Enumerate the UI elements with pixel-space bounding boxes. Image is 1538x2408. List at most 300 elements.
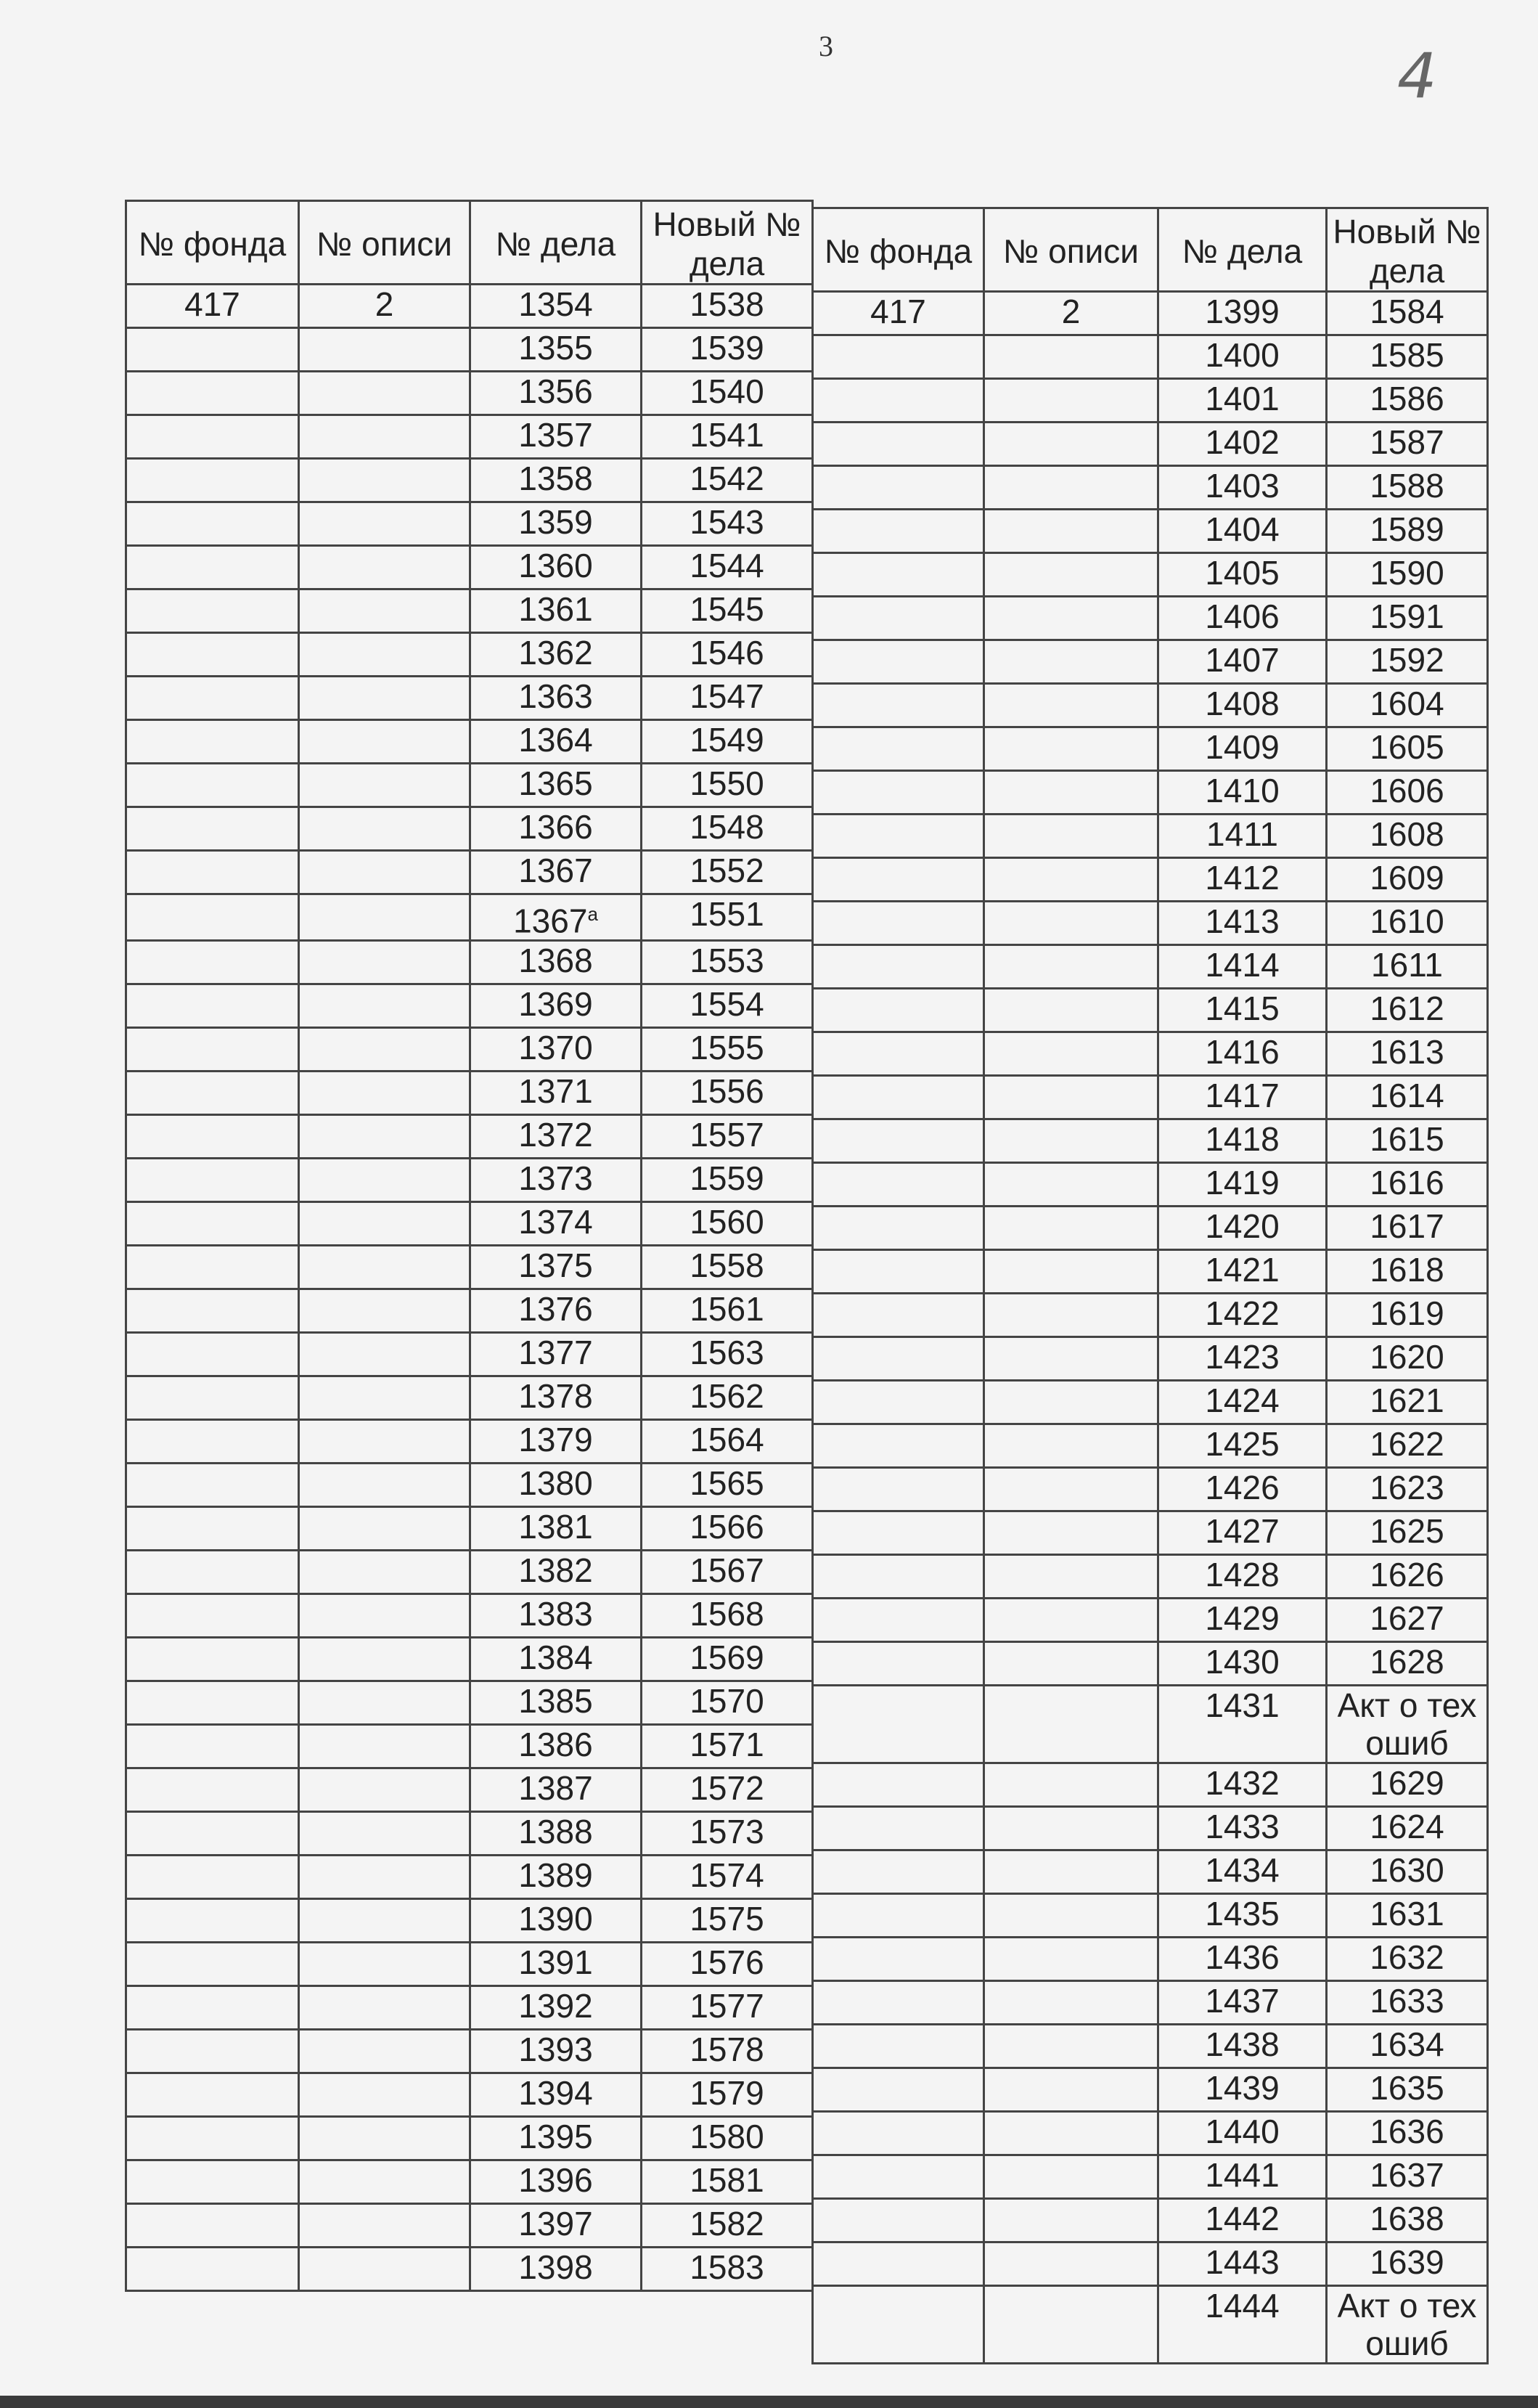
new-delo-cell: Акт о тех ошиб	[1327, 2286, 1488, 2364]
fond-cell	[126, 1376, 299, 1420]
table-row	[126, 2117, 813, 2160]
new-delo-cell: 1544	[642, 546, 813, 589]
delo-cell: 1418	[1158, 1119, 1327, 1163]
delo-cell: 1391	[470, 1943, 642, 1986]
table-row	[126, 1768, 813, 1812]
new-delo-cell: 1615	[1327, 1119, 1488, 1163]
opis-cell	[299, 502, 470, 546]
opis-cell	[299, 1986, 470, 2030]
delo-cell: 1421	[1158, 1250, 1327, 1294]
fond-cell	[126, 1159, 299, 1202]
fond-cell	[813, 989, 984, 1032]
fond-cell	[813, 1381, 984, 1424]
table-row	[126, 1202, 813, 1246]
new-delo-cell: 1568	[642, 1594, 813, 1638]
table-row	[813, 1850, 1488, 1894]
fond-cell	[126, 502, 299, 546]
opis-cell	[984, 379, 1158, 423]
opis-cell	[984, 945, 1158, 989]
delo-cell: 1372	[470, 1115, 642, 1159]
delo-cell: 1424	[1158, 1381, 1327, 1424]
new-delo-cell: 1555	[642, 1028, 813, 1072]
table-row	[813, 1686, 1488, 1763]
fond-cell	[813, 1981, 984, 2025]
delo-cell: 1355	[470, 328, 642, 372]
fond-cell	[126, 1986, 299, 2030]
opis-cell	[299, 2160, 470, 2204]
table-row	[126, 502, 813, 546]
opis-cell	[299, 1507, 470, 1551]
new-delo-cell: 1561	[642, 1289, 813, 1333]
fond-cell	[813, 1938, 984, 1981]
new-delo-cell: 1573	[642, 1812, 813, 1856]
new-delo-cell: 1618	[1327, 1250, 1488, 1294]
opis-cell	[299, 1464, 470, 1507]
new-delo-cell: 1575	[642, 1899, 813, 1943]
fond-cell	[813, 2068, 984, 2112]
table-row	[126, 2030, 813, 2073]
opis-cell	[984, 1938, 1158, 1981]
fond-cell	[126, 1202, 299, 1246]
fond-cell	[813, 1424, 984, 1468]
delo-cell: 1407	[1158, 640, 1327, 684]
new-delo-cell: 1565	[642, 1464, 813, 1507]
opis-cell	[299, 1725, 470, 1768]
opis-cell	[299, 677, 470, 720]
delo-cell: 1436	[1158, 1938, 1327, 1981]
opis-cell	[984, 1337, 1158, 1381]
fond-cell	[126, 941, 299, 984]
fond-cell	[813, 1642, 984, 1686]
table-row	[813, 597, 1488, 640]
new-delo-cell: 1578	[642, 2030, 813, 2073]
opis-cell	[299, 1551, 470, 1594]
delo-cell: 1433	[1158, 1807, 1327, 1850]
opis-cell	[299, 1202, 470, 1246]
table-row	[813, 640, 1488, 684]
fond-cell	[813, 423, 984, 466]
table-row	[813, 1119, 1488, 1163]
fond-cell	[813, 1686, 984, 1763]
opis-cell	[984, 902, 1158, 945]
fond-cell	[126, 720, 299, 764]
fond-cell	[813, 2286, 984, 2364]
fond-cell	[813, 553, 984, 597]
delo-cell: 1401	[1158, 379, 1327, 423]
table-row	[126, 2248, 813, 2291]
fond-cell	[126, 1768, 299, 1812]
fond-cell	[126, 1812, 299, 1856]
opis-cell	[984, 1894, 1158, 1938]
new-delo-cell: 1590	[1327, 553, 1488, 597]
new-delo-cell: 1552	[642, 851, 813, 894]
header-new-delo: Новый № дела	[642, 201, 813, 285]
fond-cell	[126, 1725, 299, 1768]
table-row	[813, 553, 1488, 597]
opis-cell	[984, 2068, 1158, 2112]
delo-cell: 1420	[1158, 1207, 1327, 1250]
delo-cell: 1444	[1158, 2286, 1327, 2364]
table-row	[813, 1981, 1488, 2025]
opis-cell	[299, 546, 470, 589]
delo-cell: 1384	[470, 1638, 642, 1681]
right-table-body	[813, 292, 1488, 2364]
delo-cell: 1367	[470, 851, 642, 894]
new-delo-cell: 1560	[642, 1202, 813, 1246]
letter-suffix: а	[587, 903, 598, 925]
table-row	[813, 1207, 1488, 1250]
opis-cell	[984, 423, 1158, 466]
new-delo-cell: 1620	[1327, 1337, 1488, 1381]
fond-cell	[813, 815, 984, 858]
delo-cell: 1405	[1158, 553, 1327, 597]
fond-cell	[126, 1551, 299, 1594]
new-delo-cell: 1581	[642, 2160, 813, 2204]
new-delo-cell: 1610	[1327, 902, 1488, 945]
new-delo-cell: 1576	[642, 1943, 813, 1986]
delo-cell: 1438	[1158, 2025, 1327, 2068]
opis-cell	[299, 1420, 470, 1464]
opis-cell: 2	[984, 292, 1158, 335]
opis-cell: 2	[299, 285, 470, 328]
table-row	[813, 1894, 1488, 1938]
delo-cell: 1408	[1158, 684, 1327, 727]
table-row	[126, 2073, 813, 2117]
left-register-table	[125, 200, 814, 2292]
table-row	[813, 1294, 1488, 1337]
table-row	[126, 546, 813, 589]
new-delo-cell: 1587	[1327, 423, 1488, 466]
fond-cell	[126, 894, 299, 941]
fond-cell: 417	[813, 292, 984, 335]
table-row	[813, 466, 1488, 510]
fond-cell	[813, 2025, 984, 2068]
opis-cell	[984, 1163, 1158, 1207]
new-delo-cell: 1630	[1327, 1850, 1488, 1894]
new-delo-cell: 1623	[1327, 1468, 1488, 1511]
delo-cell: 1442	[1158, 2199, 1327, 2242]
opis-cell	[984, 1850, 1158, 1894]
new-delo-cell: 1546	[642, 633, 813, 677]
new-delo-cell: 1627	[1327, 1599, 1488, 1642]
new-delo-cell: 1562	[642, 1376, 813, 1420]
delo-cell: 1419	[1158, 1163, 1327, 1207]
new-delo-cell: 1542	[642, 459, 813, 502]
new-delo-cell: 1541	[642, 415, 813, 459]
fond-cell	[126, 546, 299, 589]
table-row	[126, 1812, 813, 1856]
delo-cell: 1389	[470, 1856, 642, 1899]
opis-cell	[984, 1763, 1158, 1807]
new-delo-cell: 1549	[642, 720, 813, 764]
table-row	[813, 1599, 1488, 1642]
table-row	[813, 815, 1488, 858]
table-row	[813, 2025, 1488, 2068]
fond-cell	[813, 684, 984, 727]
fond-cell	[813, 1807, 984, 1850]
delo-cell: 1356	[470, 372, 642, 415]
table-row	[813, 335, 1488, 379]
fond-cell	[813, 379, 984, 423]
new-delo-cell: 1554	[642, 984, 813, 1028]
opis-cell	[299, 1768, 470, 1812]
opis-cell	[299, 894, 470, 941]
opis-cell	[984, 1807, 1158, 1850]
new-delo-cell: 1547	[642, 677, 813, 720]
opis-cell	[984, 771, 1158, 815]
opis-cell	[984, 1294, 1158, 1337]
delo-cell: 1427	[1158, 1511, 1327, 1555]
table-row	[813, 902, 1488, 945]
new-delo-cell: 1635	[1327, 2068, 1488, 2112]
delo-cell: 1426	[1158, 1468, 1327, 1511]
table-row	[126, 328, 813, 372]
opis-cell	[299, 459, 470, 502]
table-row	[813, 858, 1488, 902]
opis-cell	[299, 1812, 470, 1856]
opis-cell	[984, 1207, 1158, 1250]
new-delo-cell: 1636	[1327, 2112, 1488, 2155]
new-delo-cell: 1613	[1327, 1032, 1488, 1076]
table-row	[813, 1555, 1488, 1599]
new-delo-cell: 1628	[1327, 1642, 1488, 1686]
opis-cell	[984, 1686, 1158, 1763]
header-opis: № описи	[299, 201, 470, 285]
new-delo-cell: 1579	[642, 2073, 813, 2117]
new-delo-cell: 1580	[642, 2117, 813, 2160]
fond-cell	[813, 466, 984, 510]
table-row	[126, 1899, 813, 1943]
delo-cell: 1437	[1158, 1981, 1327, 2025]
delo-cell: 1395	[470, 2117, 642, 2160]
header-fond: № фонда	[126, 201, 299, 285]
table-row	[126, 1856, 813, 1899]
delo-cell: 1398	[470, 2248, 642, 2291]
new-delo-cell: 1634	[1327, 2025, 1488, 2068]
new-delo-cell: 1582	[642, 2204, 813, 2248]
delo-cell: 1417	[1158, 1076, 1327, 1119]
opis-cell	[299, 2248, 470, 2291]
new-delo-cell: 1633	[1327, 1981, 1488, 2025]
opis-cell	[984, 2242, 1158, 2286]
delo-cell: 1361	[470, 589, 642, 633]
delo-cell: 1376	[470, 1289, 642, 1333]
opis-cell	[299, 1246, 470, 1289]
table-row	[813, 1424, 1488, 1468]
opis-cell	[299, 1376, 470, 1420]
new-delo-cell: Акт о тех ошиб	[1327, 1686, 1488, 1763]
new-delo-cell: 1616	[1327, 1163, 1488, 1207]
delo-cell: 1397	[470, 2204, 642, 2248]
fond-cell	[126, 1681, 299, 1725]
fond-cell	[813, 1032, 984, 1076]
delo-cell: 1354	[470, 285, 642, 328]
opis-cell	[299, 1159, 470, 1202]
fond-cell	[813, 945, 984, 989]
new-delo-cell: 1583	[642, 2248, 813, 2291]
delo-cell: 1413	[1158, 902, 1327, 945]
opis-cell	[984, 597, 1158, 640]
opis-cell	[299, 2030, 470, 2073]
fond-cell	[126, 1464, 299, 1507]
opis-cell	[299, 1115, 470, 1159]
fond-cell	[126, 1856, 299, 1899]
header-new-delo: Новый № дела	[1327, 208, 1488, 292]
fond-cell	[126, 984, 299, 1028]
fond-cell	[126, 459, 299, 502]
table-row	[126, 1159, 813, 1202]
fond-cell	[126, 807, 299, 851]
fond-cell	[813, 1337, 984, 1381]
table-row	[126, 1072, 813, 1115]
delo-cell: 1373	[470, 1159, 642, 1202]
opis-cell	[299, 807, 470, 851]
table-row	[126, 1464, 813, 1507]
opis-cell	[299, 328, 470, 372]
table-row	[813, 1250, 1488, 1294]
table-row	[813, 1163, 1488, 1207]
table-row	[126, 1986, 813, 2030]
table-row	[126, 851, 813, 894]
fond-cell	[126, 2248, 299, 2291]
fond-cell	[813, 1468, 984, 1511]
opis-cell	[984, 1555, 1158, 1599]
opis-cell	[984, 1119, 1158, 1163]
table-row	[813, 1642, 1488, 1686]
delo-cell: 1359	[470, 502, 642, 546]
table-row	[813, 1511, 1488, 1555]
fond-cell	[126, 1289, 299, 1333]
table-row	[813, 1938, 1488, 1981]
delo-cell: 1412	[1158, 858, 1327, 902]
fond-cell	[126, 1507, 299, 1551]
opis-cell	[984, 1599, 1158, 1642]
opis-cell	[299, 720, 470, 764]
new-delo-cell: 1586	[1327, 379, 1488, 423]
delo-cell: 1409	[1158, 727, 1327, 771]
opis-cell	[984, 2112, 1158, 2155]
opis-cell	[984, 640, 1158, 684]
opis-cell	[299, 1289, 470, 1333]
new-delo-cell: 1557	[642, 1115, 813, 1159]
table-row	[813, 1807, 1488, 1850]
opis-cell	[984, 1032, 1158, 1076]
delo-cell: 1390	[470, 1899, 642, 1943]
new-delo-cell: 1545	[642, 589, 813, 633]
table-row	[813, 510, 1488, 553]
new-delo-cell: 1632	[1327, 1938, 1488, 1981]
table-row	[813, 2199, 1488, 2242]
table-row	[813, 945, 1488, 989]
table-row	[813, 2155, 1488, 2199]
fond-cell	[813, 902, 984, 945]
fond-cell	[126, 415, 299, 459]
delo-cell: 1406	[1158, 597, 1327, 640]
table-row	[126, 2160, 813, 2204]
table-row	[813, 684, 1488, 727]
new-delo-cell: 1617	[1327, 1207, 1488, 1250]
fond-cell	[813, 2155, 984, 2199]
fond-cell	[126, 1943, 299, 1986]
table-row	[813, 2242, 1488, 2286]
fond-cell	[126, 2160, 299, 2204]
opis-cell	[984, 684, 1158, 727]
opis-cell	[299, 2204, 470, 2248]
fond-cell	[813, 727, 984, 771]
table-row	[813, 2068, 1488, 2112]
delo-cell: 1369	[470, 984, 642, 1028]
opis-cell	[984, 1642, 1158, 1686]
new-delo-cell: 1622	[1327, 1424, 1488, 1468]
fond-cell	[126, 764, 299, 807]
table-row	[813, 1337, 1488, 1381]
opis-cell	[299, 2117, 470, 2160]
delo-cell: 1431	[1158, 1686, 1327, 1763]
fond-cell	[813, 640, 984, 684]
delo-cell: 1443	[1158, 2242, 1327, 2286]
table-header-row	[126, 201, 813, 285]
delo-cell: 1393	[470, 2030, 642, 2073]
opis-cell	[299, 1943, 470, 1986]
new-delo-cell: 1551	[642, 894, 813, 941]
opis-cell	[299, 984, 470, 1028]
new-delo-cell: 1566	[642, 1507, 813, 1551]
delo-cell: 1378	[470, 1376, 642, 1420]
table-row	[813, 423, 1488, 466]
opis-cell	[299, 1899, 470, 1943]
new-delo-cell: 1577	[642, 1986, 813, 2030]
table-row	[126, 1289, 813, 1333]
fond-cell	[126, 2030, 299, 2073]
new-delo-cell: 1538	[642, 285, 813, 328]
fond-cell	[126, 851, 299, 894]
new-delo-cell: 1625	[1327, 1511, 1488, 1555]
table-row	[126, 677, 813, 720]
new-delo-cell: 1621	[1327, 1381, 1488, 1424]
delo-cell: 1434	[1158, 1850, 1327, 1894]
new-delo-cell: 1638	[1327, 2199, 1488, 2242]
opis-cell	[984, 2025, 1158, 2068]
delo-cell: 1402	[1158, 423, 1327, 466]
fond-cell	[813, 1294, 984, 1337]
table-row	[813, 1763, 1488, 1807]
delo-cell: 1414	[1158, 945, 1327, 989]
new-delo-cell: 1604	[1327, 684, 1488, 727]
fond-cell	[813, 1850, 984, 1894]
table-row	[126, 1681, 813, 1725]
fond-cell	[126, 1072, 299, 1115]
new-delo-cell: 1605	[1327, 727, 1488, 771]
opis-cell	[299, 1856, 470, 1899]
scan-bottom-edge	[0, 2396, 1538, 2408]
opis-cell	[299, 1333, 470, 1376]
delo-cell: 1415	[1158, 989, 1327, 1032]
fond-cell	[813, 1207, 984, 1250]
delo-cell: 1428	[1158, 1555, 1327, 1599]
opis-cell	[984, 1981, 1158, 2025]
new-delo-cell: 1606	[1327, 771, 1488, 815]
fond-cell	[813, 771, 984, 815]
opis-cell	[984, 858, 1158, 902]
delo-cell: 1370	[470, 1028, 642, 1072]
delo-cell: 1441	[1158, 2155, 1327, 2199]
new-delo-cell: 1540	[642, 372, 813, 415]
table-row	[126, 1333, 813, 1376]
delo-cell: 1429	[1158, 1599, 1327, 1642]
opis-cell	[984, 466, 1158, 510]
delo-cell: $1367^а$	[470, 894, 642, 941]
table-row	[126, 941, 813, 984]
